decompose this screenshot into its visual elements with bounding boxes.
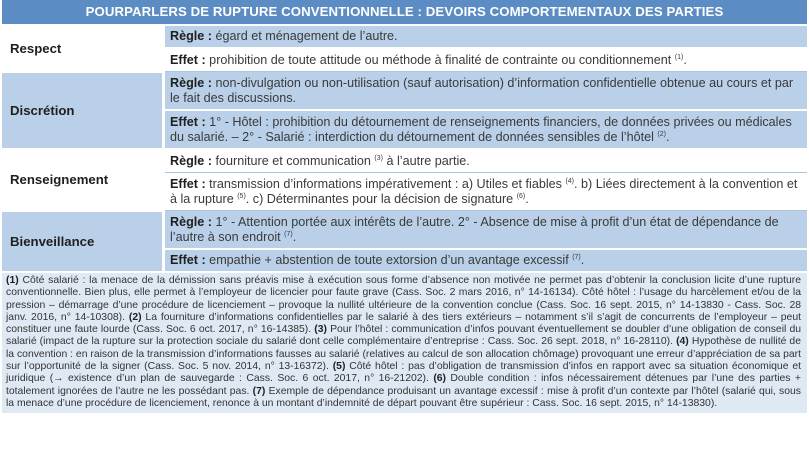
regle-discretion: [164, 72, 808, 111]
category-renseignement: Renseignement: [2, 149, 164, 211]
footnote-ref: (4): [565, 177, 575, 185]
footnote-ref: (3): [374, 154, 383, 162]
effet-label: Effet :: [170, 114, 206, 129]
footnote-number: (7): [252, 385, 266, 397]
regle-text: non-divulgation ou non-utilisation (sauf autorisation) d’information confidentielle obtenue au cours et par le fait des discussions.: [170, 75, 794, 105]
document-panel: [2, 0, 807, 413]
effet-renseignement: [164, 173, 808, 211]
category-respect: Respect: [2, 26, 164, 72]
footnote-ref: (6): [516, 192, 526, 200]
footnote-number: (1): [6, 275, 19, 286]
footnote-ref: (2): [657, 130, 666, 138]
effet-text-a: transmission d’informations impérativement : a) Utiles et fiables: [205, 176, 566, 191]
footnote-text: La fourniture d’informations confidentielles par le salarié à des tiers extérieurs – notamment s’il s’agit de concurrents de l’employeur – peut constituer une faute lourde (Cass. Soc. 6 oct. 2017, n° 16-14385).: [6, 311, 801, 336]
footnote-ref: (5): [237, 192, 246, 200]
footnote-ref: (1): [674, 53, 684, 61]
footnote-text: Double condition : infos nécessairement détenues par l’une des parties + totalement ignorées de l’autre ne les possédant pas.: [6, 373, 801, 397]
effet-end: .: [580, 253, 585, 267]
footnote-ref: (7): [572, 254, 581, 261]
category-bienveillance: Bienveillance: [2, 211, 164, 273]
effet-text: prohibition de toute attitude ou méthode à finalité de contrainte ou conditionnement: [205, 52, 675, 67]
panel-title: POURPARLERS DE RUPTURE CONVENTIONNELLE : DEVOIRS COMPORTEMENTAUX DES PARTIES: [2, 0, 807, 26]
regle-end: .: [292, 229, 297, 244]
footnote-number: (3): [314, 324, 327, 336]
footnote-number: (6): [433, 373, 447, 385]
footnote-text: Côté salarié : la menace de la démission sans préavis mise à exécution sous forme d’absence non motivée ne permet pas d’obtenir la conclusion licite d’une rupture conventionnelle. Bien plus, elle permet à l’employeur de licencier pour faute grave (Cass. Soc. 2 mars 2016, n° 14-16134). Côté hôtel : l’usage du harcèlement et/ou de la pression – démarrage d’une procédure de licenciement – provoque la nullité ultérieure de la convention conclue (Cass. Soc. 16 sept. 2015, n° 14-13830 - Cass. Soc. 28 janv. 2016, n° 14-10308).: [6, 275, 801, 323]
effet-label: Effet :: [170, 176, 206, 191]
footnote-number: (4): [676, 336, 689, 348]
regle-text: égard et ménagement de l’autre.: [212, 29, 398, 43]
footnote-text: Pour l’hôtel : communication d’infos pouvant éventuellement se doubler d’une obligation de conseil du salarié (impact de la rupture sur la protection sociale du salarié dont celle complémentaire d’entreprise : Cass. Soc. 26 sept. 2018, n° 16-28110).: [6, 324, 801, 348]
footnotes: [2, 273, 807, 413]
table-row-bienveillance: [2, 211, 807, 250]
footnote-number: (5): [332, 361, 346, 373]
duties-table: [2, 26, 807, 273]
category-discretion: Discrétion: [2, 72, 164, 150]
effet-text: 1° - Hôtel : prohibition du détournement de renseignements financiers, de données privées ou médicales du salarié. – 2° - Salarié : interdiction du détournement de données sensibles de l’hôtel: [170, 114, 792, 144]
effet-bienveillance: [164, 249, 808, 272]
effet-end: .: [683, 52, 687, 67]
effet-end: .: [665, 129, 670, 144]
effet-label: Effet :: [170, 52, 206, 67]
regle-label: Règle :: [170, 153, 212, 168]
effet-discretion: [164, 110, 808, 149]
regle-label: Règle :: [170, 75, 212, 90]
regle-label: Règle :: [170, 29, 212, 43]
table-row-renseignement: [2, 149, 807, 173]
effet-end: .: [525, 191, 529, 206]
footnote-number: (2): [128, 311, 142, 323]
regle-end: à l’autre partie.: [382, 153, 470, 168]
effet-text-b: . b) Liées directement à la convention et à la rupture: [170, 176, 798, 206]
effet-text-c: . c) Déterminantes pour la décision de signature: [245, 191, 517, 206]
footnote-ref: (7): [284, 230, 293, 238]
regle-label: Règle :: [170, 214, 212, 229]
footnote-text: Hypothèse de nullité de la convention : en raison de la transmission d’informations fausses au salarié (relatives au calcul de son allocation chômage) provoquant une erreur d’appréciation de sa part sur l’opportunité de la signer (Cass. Soc. 5 nov. 2014, n° 13-16372).: [6, 336, 801, 373]
table-row-respect: [2, 26, 807, 48]
regle-text: fourniture et communication: [212, 153, 375, 168]
effet-respect: [164, 48, 808, 72]
effet-label: Effet :: [170, 253, 206, 267]
regle-respect: [164, 26, 808, 48]
footnote-text: Exemple de dépendance produisant un avantage excessif : mise à profit d’un contexte par l’hôtel (salarié qui, sous la menace d’une procédure de licenciement, renonce à un montant d’indemnité de départ pouvant être supérieur : Cass. Soc. 16 sept. 2015, n° 14-13830).: [6, 385, 801, 409]
regle-renseignement: [164, 149, 808, 173]
footnote-text: Côté hôtel : pas d’obligation de transmission d’infos en rapport avec sa situation économique et juridique (→ existence d’un plan de sauvegarde : Cass. Soc. 6 oct. 2017, n° 16-21202).: [6, 361, 801, 385]
regle-text: 1° - Attention portée aux intérêts de l’autre. 2° - Absence de mise à profit d’un état de dépendance de l’autre à son endroit: [170, 214, 779, 244]
table-row-discretion: [2, 72, 807, 111]
effet-text: empathie + abstention de toute extorsion d’un avantage excessif: [205, 253, 573, 267]
regle-bienveillance: [164, 211, 808, 250]
